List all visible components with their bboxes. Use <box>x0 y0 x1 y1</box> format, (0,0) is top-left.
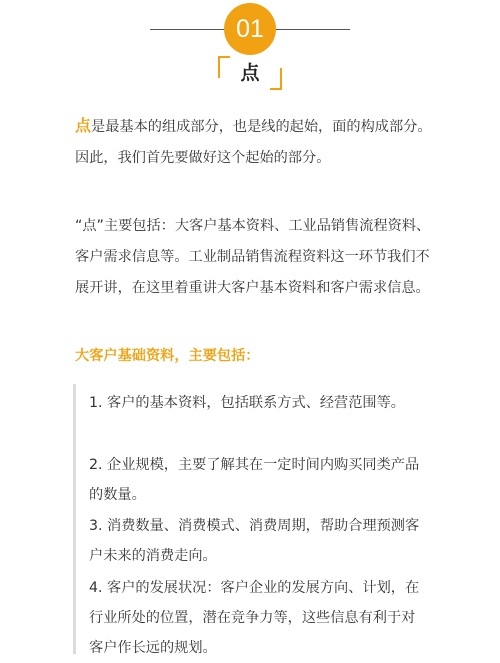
intro-paragraph <box>75 110 435 174</box>
intro-paragraph-text: 是最基本的组成部分，也是线的起始，面的构成部分。因此，我们首先要做好这个起始的部分。 <box>75 119 432 166</box>
highlight-term: 点 <box>75 116 92 135</box>
list-item: 1. 客户的基本资料，包括联系方式、经营范围等。 <box>89 395 405 411</box>
list-item: 2. 企业规模，主要了解其在一定时间内购买同类产品的数量。 <box>89 457 420 503</box>
list-item: 3. 消费数量、消费模式、消费周期，帮助合理预测客户未来的消费走向。 <box>89 518 420 564</box>
scope-paragraph: “点”主要包括：大客户基本资料、工业品销售流程资料、客户需求信息等。工业制品销售流程资料这一环节我们不展开讲，在这里着重讲大客户基本资料和客户需求信息。 <box>75 218 431 296</box>
section-header <box>0 0 500 100</box>
header-divider-right <box>276 29 350 30</box>
header-divider-left <box>150 29 224 30</box>
section-title: 点 <box>240 62 260 84</box>
section-title-frame <box>214 56 286 90</box>
section-number-badge: 01 <box>224 3 276 55</box>
subsection-heading: 大客户基础资料，主要包括： <box>75 348 260 364</box>
list-quote-block <box>73 384 435 654</box>
list-item: 4. 客户的发展状况：客户企业的发展方向、计划，在行业所处的位置，潜在竞争力等，这些信息有利于对客户作长远的规划。 <box>89 580 420 656</box>
